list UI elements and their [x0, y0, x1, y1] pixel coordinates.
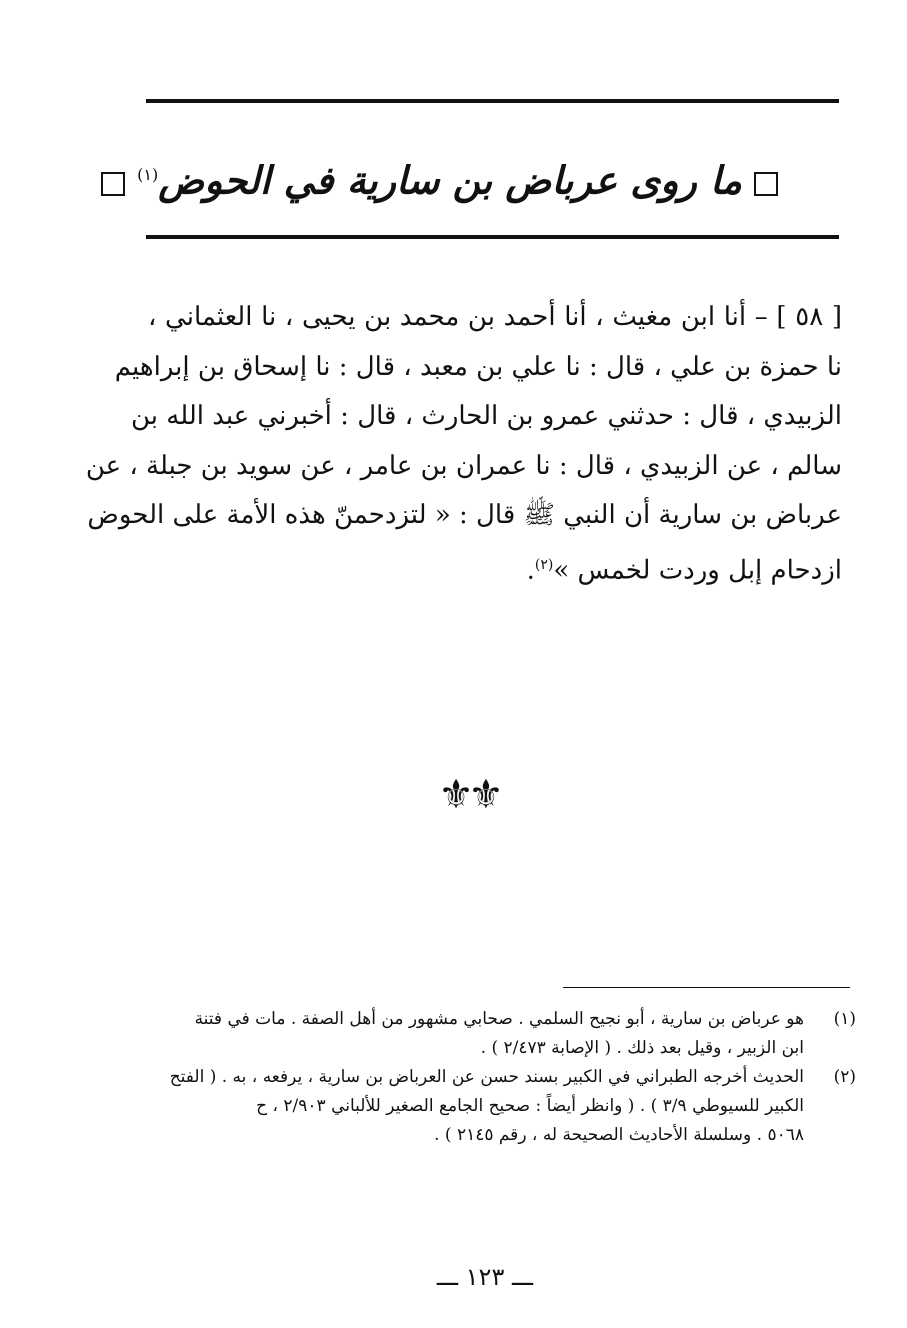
body-end-mark: . [526, 555, 535, 586]
footnote-number: (٢) [833, 1067, 856, 1087]
title-top-rule [146, 99, 839, 103]
footnotes [156, 1005, 856, 1150]
body-line: عرباض بن سارية أن النبي ﷺ قال : « لتزدحمنّ هذه الأمة على الحوض [87, 500, 842, 530]
footnote-line: ٥٠٦٨ . وسلسلة الأحاديث الصحيحة له ، رقم ٢١٤٥ ) . [434, 1125, 804, 1145]
page-number: ـــ ١٢٣ ـــ [436, 1263, 534, 1291]
body-line: الزبيدي ، قال : حدثني عمرو بن الحارث ، قال : أخبرني عبد الله بن [130, 401, 842, 431]
title-text: ما روى عرباض بن سارية في الحوض [158, 157, 742, 203]
title-box-right [754, 172, 778, 196]
body-line: نا حمزة بن علي ، قال : نا علي بن معبد ، قال : نا إسحاق بن إبراهيم [114, 351, 842, 382]
body-line: ازدحام إبل وردت لخمس » [553, 555, 842, 586]
body-footnote-ref: (٢) [534, 556, 554, 573]
body-line-last [148, 541, 842, 596]
footnote-number: (١) [833, 1009, 856, 1029]
body-line: [ ٥٨ ] – أنا ابن مغيث ، أنا أحمد بن محمد بن يحيى ، نا العثماني ، [148, 302, 842, 332]
footnote-1 [156, 1005, 856, 1063]
title-footnote-ref: (١) [137, 165, 159, 184]
footnote-separator [563, 987, 850, 988]
footnote-line: هو عرباض بن سارية ، أبو نجيح السلمي . صحابي مشهور من أهل الصفة . مات في فتنة [194, 1009, 804, 1029]
footnote-2 [156, 1063, 856, 1150]
footnote-line: ابن الزبير ، وقيل بعد ذلك . ( الإصابة ٢/٤٧٣ ) . [480, 1038, 804, 1058]
hadith-text [85, 293, 842, 596]
fleur-de-lis-ornament-icon: ⚜⚜ [438, 772, 498, 818]
footnote-line: الحديث أخرجه الطبراني في الكبير بسند حسن عن العرباض بن سارية ، يرفعه ، به . ( الفتح [169, 1067, 804, 1087]
title-box-left [101, 172, 125, 196]
title-bottom-rule [146, 235, 839, 239]
chapter-title [137, 140, 790, 210]
footnote-line: الكبير للسيوطي ٣/٩ ) . ( وانظر أيضاً : صحيح الجامع الصغير للألباني ٢/٩٠٣ ، ح [256, 1096, 804, 1116]
body-line: سالم ، عن الزبيدي ، قال : نا عمران بن عامر ، عن سويد بن جبلة ، عن [85, 450, 842, 481]
